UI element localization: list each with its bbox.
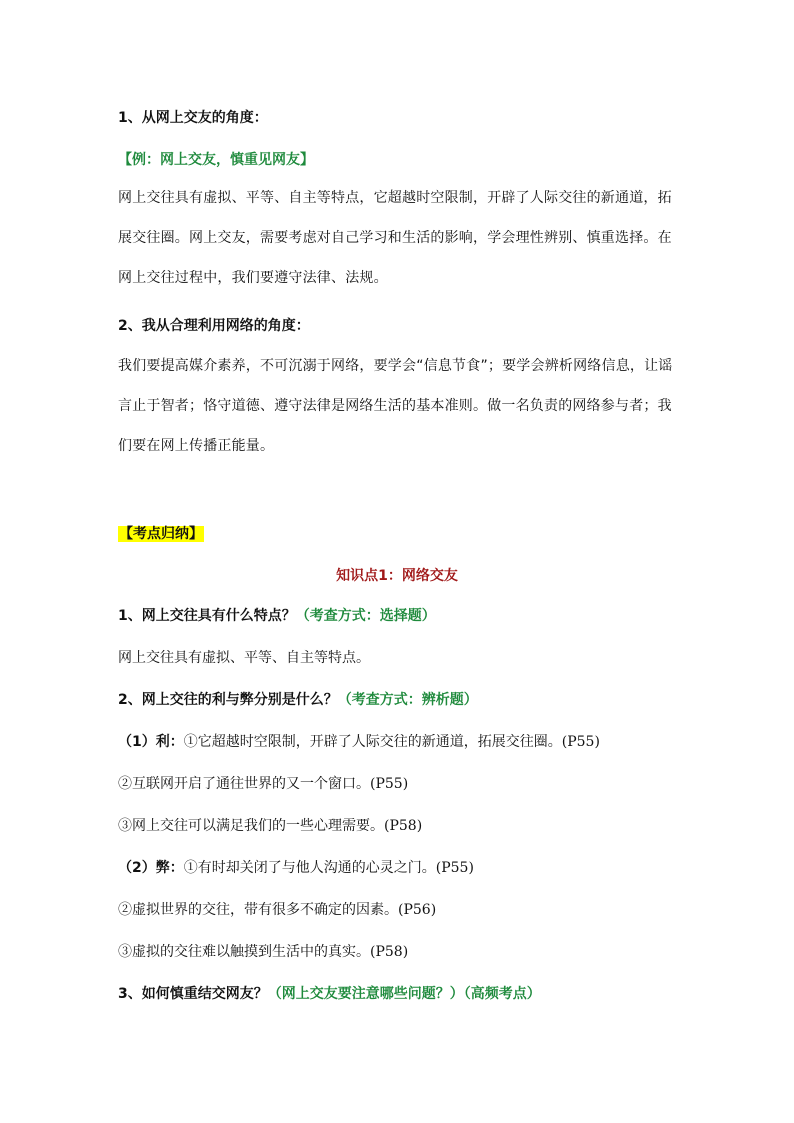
pros-item: ③网上交往可以满足我们的一些心理需要。(P58) [118,818,423,834]
section1-heading: 1、从网上交友的角度： [118,110,268,126]
section2-heading: 2、我从合理利用网络的角度： [118,318,310,334]
q1-mode: （考查方式：选择题） [295,608,436,624]
q3-question: 3、如何慎重结交网友？ [118,986,268,1002]
pros-item: ①它超越时空限制，开辟了人际交往的新通道，拓展交往圈。(P55) [183,734,600,750]
q2-question: 2、网上交往的利与弊分别是什么？ [118,692,338,708]
knowledge-title: 知识点1：网络交友 [336,568,458,584]
pros-item: ②互联网开启了通往世界的又一个窗口。(P55) [118,776,409,792]
q1-answer: 网上交往具有虚拟、平等、自主等特点。 [118,650,370,666]
pros-line-1 [118,732,600,752]
cons-item: ③虚拟的交往难以触摸到生活中的真实。(P58) [118,944,409,960]
q3-note: （网上交友要注意哪些问题？）（高频考点） [267,986,541,1002]
q1-heading [118,606,436,626]
cons-line-1 [118,858,474,878]
pros-label: （1）利： [118,734,184,750]
q1-question: 1、网上交往具有什么特点？ [118,608,296,624]
q2-heading [118,690,478,710]
cons-item: ①有时却关闭了与他人沟通的心灵之门。(P55) [183,860,474,876]
q2-mode: （考查方式：辨析题） [337,692,478,708]
example-title: 【例：网上交友，慎重见网友】 [118,152,314,168]
summary-tag: 【考点归纳】 [119,526,203,542]
cons-item: ②虚拟世界的交往，带有很多不确定的因素。(P56) [118,902,437,918]
cons-label: （2）弊： [118,860,184,876]
q3-heading [118,984,541,1004]
section1-paragraph: 网上交往具有虚拟、平等、自主等特点，它超越时空限制，开辟了人际交往的新通道，拓展交往圈。网上交友，需要考虑对自己学习和生活的影响，学会理性辨别、慎重选择。在网上交往过程中，我们要遵守法律、法规。 [118,190,672,286]
summary-tag-wrapper [118,524,204,544]
section2-paragraph: 我们要提高媒介素养，不可沉溺于网络，要学会“信息节食”；要学会辨析网络信息，让谣言止于智者；恪守道德、遵守法律是网络生活的基本准则。做一名负责的网络参与者；我们要在网上传播正能量。 [118,358,673,454]
